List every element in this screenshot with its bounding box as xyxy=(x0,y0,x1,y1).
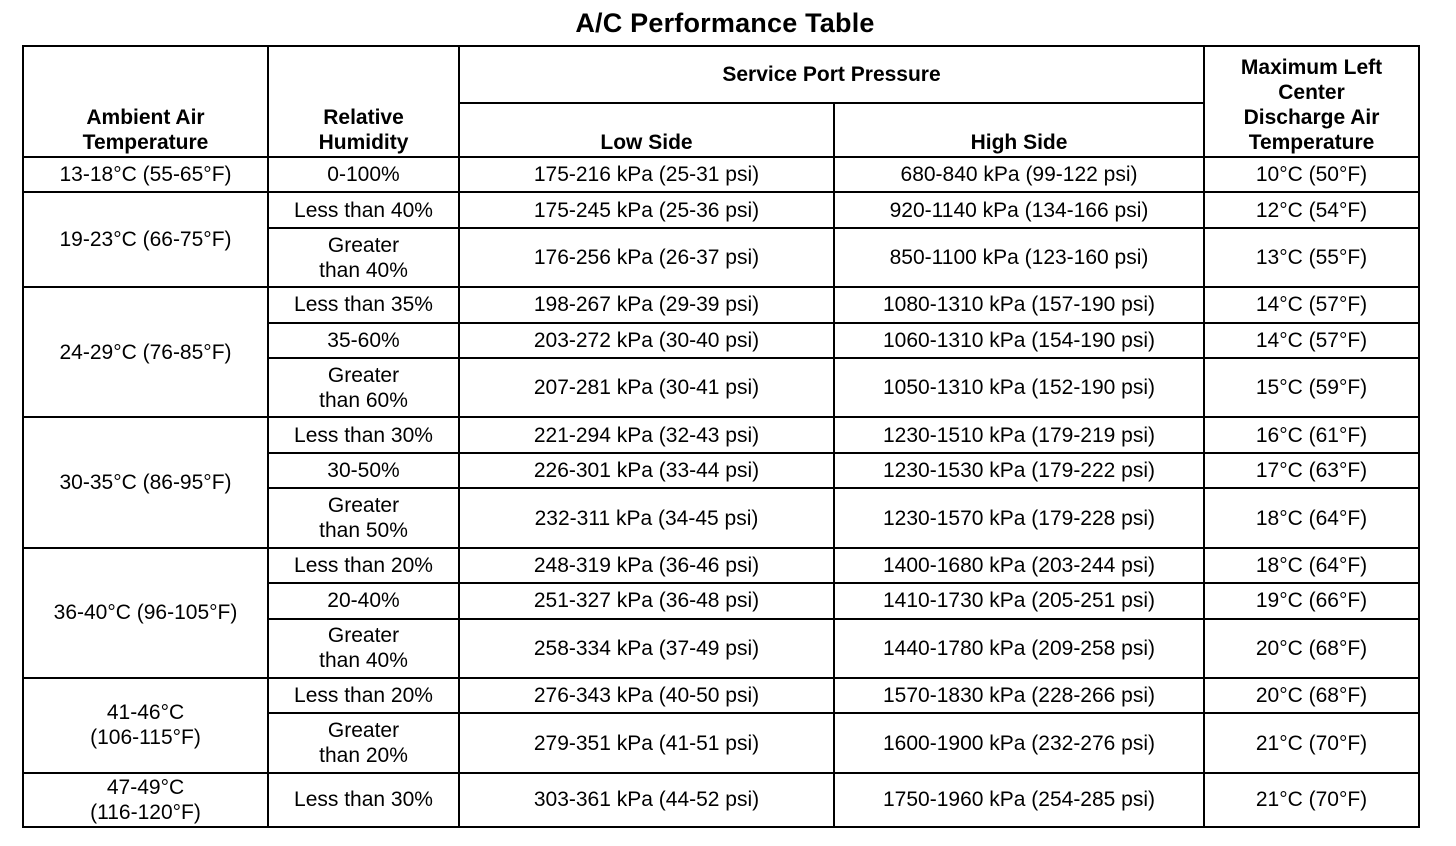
high-side-pressure-cell: 1080-1310 kPa (157-190 psi) xyxy=(834,287,1204,322)
high-side-pressure-cell: 1230-1570 kPa (179-228 psi) xyxy=(834,488,1204,547)
ambient-temperature-cell: 47-49°C (116-120°F) xyxy=(23,773,268,827)
discharge-air-temperature-cell: 16°C (61°F) xyxy=(1204,417,1419,452)
table-row xyxy=(23,417,1419,452)
header-row-top xyxy=(23,46,1419,103)
high-side-pressure-cell: 1060-1310 kPa (154-190 psi) xyxy=(834,323,1204,358)
low-side-pressure-cell: 226-301 kPa (33-44 psi) xyxy=(459,453,834,488)
header-relative-humidity: Relative Humidity xyxy=(268,46,459,157)
relative-humidity-cell: 35-60% xyxy=(268,323,459,358)
low-side-pressure-cell: 207-281 kPa (30-41 psi) xyxy=(459,358,834,417)
high-side-pressure-cell: 1440-1780 kPa (209-258 psi) xyxy=(834,619,1204,678)
discharge-air-temperature-cell: 19°C (66°F) xyxy=(1204,583,1419,618)
table-row xyxy=(23,548,1419,583)
low-side-pressure-cell: 203-272 kPa (30-40 psi) xyxy=(459,323,834,358)
discharge-air-temperature-cell: 12°C (54°F) xyxy=(1204,192,1419,227)
table-row xyxy=(23,678,1419,713)
high-side-pressure-cell: 1050-1310 kPa (152-190 psi) xyxy=(834,358,1204,417)
relative-humidity-cell: Less than 30% xyxy=(268,773,459,827)
header-service-port-pressure: Service Port Pressure xyxy=(459,46,1204,103)
discharge-air-temperature-cell: 13°C (55°F) xyxy=(1204,228,1419,287)
table-header xyxy=(23,46,1419,157)
high-side-pressure-cell: 1410-1730 kPa (205-251 psi) xyxy=(834,583,1204,618)
discharge-air-temperature-cell: 14°C (57°F) xyxy=(1204,323,1419,358)
header-low-side: Low Side xyxy=(459,103,834,157)
header-max-discharge-air-temperature: Maximum Left Center Discharge Air Temperature xyxy=(1204,46,1419,157)
relative-humidity-cell: Less than 35% xyxy=(268,287,459,322)
page-title: A/C Performance Table xyxy=(575,8,875,38)
table-row xyxy=(23,192,1419,227)
high-side-pressure-cell: 1230-1530 kPa (179-222 psi) xyxy=(834,453,1204,488)
discharge-air-temperature-cell: 10°C (50°F) xyxy=(1204,157,1419,192)
relative-humidity-cell: Less than 20% xyxy=(268,548,459,583)
ac-performance-table xyxy=(22,45,1420,828)
low-side-pressure-cell: 232-311 kPa (34-45 psi) xyxy=(459,488,834,547)
high-side-pressure-cell: 680-840 kPa (99-122 psi) xyxy=(834,157,1204,192)
low-side-pressure-cell: 276-343 kPa (40-50 psi) xyxy=(459,678,834,713)
high-side-pressure-cell: 1750-1960 kPa (254-285 psi) xyxy=(834,773,1204,827)
discharge-air-temperature-cell: 20°C (68°F) xyxy=(1204,619,1419,678)
relative-humidity-cell: Greater than 50% xyxy=(268,488,459,547)
ambient-temperature-cell: 30-35°C (86-95°F) xyxy=(23,417,268,547)
low-side-pressure-cell: 279-351 kPa (41-51 psi) xyxy=(459,713,834,772)
low-side-pressure-cell: 303-361 kPa (44-52 psi) xyxy=(459,773,834,827)
relative-humidity-cell: Greater than 40% xyxy=(268,619,459,678)
low-side-pressure-cell: 198-267 kPa (29-39 psi) xyxy=(459,287,834,322)
relative-humidity-cell: 0-100% xyxy=(268,157,459,192)
ambient-temperature-cell: 19-23°C (66-75°F) xyxy=(23,192,268,287)
discharge-air-temperature-cell: 18°C (64°F) xyxy=(1204,488,1419,547)
header-ambient-air-temperature: Ambient Air Temperature xyxy=(23,46,268,157)
table-body xyxy=(23,157,1419,827)
discharge-air-temperature-cell: 21°C (70°F) xyxy=(1204,773,1419,827)
discharge-air-temperature-cell: 21°C (70°F) xyxy=(1204,713,1419,772)
high-side-pressure-cell: 1230-1510 kPa (179-219 psi) xyxy=(834,417,1204,452)
low-side-pressure-cell: 251-327 kPa (36-48 psi) xyxy=(459,583,834,618)
ambient-temperature-cell: 13-18°C (55-65°F) xyxy=(23,157,268,192)
high-side-pressure-cell: 1570-1830 kPa (228-266 psi) xyxy=(834,678,1204,713)
table-row xyxy=(23,287,1419,322)
high-side-pressure-cell: 1600-1900 kPa (232-276 psi) xyxy=(834,713,1204,772)
low-side-pressure-cell: 248-319 kPa (36-46 psi) xyxy=(459,548,834,583)
relative-humidity-cell: Greater than 60% xyxy=(268,358,459,417)
discharge-air-temperature-cell: 15°C (59°F) xyxy=(1204,358,1419,417)
table-row xyxy=(23,157,1419,192)
ambient-temperature-cell: 36-40°C (96-105°F) xyxy=(23,548,268,678)
header-high-side: High Side xyxy=(834,103,1204,157)
low-side-pressure-cell: 175-245 kPa (25-36 psi) xyxy=(459,192,834,227)
relative-humidity-cell: Less than 40% xyxy=(268,192,459,227)
relative-humidity-cell: Less than 20% xyxy=(268,678,459,713)
discharge-air-temperature-cell: 18°C (64°F) xyxy=(1204,548,1419,583)
high-side-pressure-cell: 850-1100 kPa (123-160 psi) xyxy=(834,228,1204,287)
high-side-pressure-cell: 1400-1680 kPa (203-244 psi) xyxy=(834,548,1204,583)
relative-humidity-cell: Greater than 20% xyxy=(268,713,459,772)
discharge-air-temperature-cell: 14°C (57°F) xyxy=(1204,287,1419,322)
discharge-air-temperature-cell: 17°C (63°F) xyxy=(1204,453,1419,488)
relative-humidity-cell: 20-40% xyxy=(268,583,459,618)
discharge-air-temperature-cell: 20°C (68°F) xyxy=(1204,678,1419,713)
low-side-pressure-cell: 258-334 kPa (37-49 psi) xyxy=(459,619,834,678)
table-row xyxy=(23,773,1419,827)
ambient-temperature-cell: 24-29°C (76-85°F) xyxy=(23,287,268,417)
high-side-pressure-cell: 920-1140 kPa (134-166 psi) xyxy=(834,192,1204,227)
low-side-pressure-cell: 176-256 kPa (26-37 psi) xyxy=(459,228,834,287)
relative-humidity-cell: Less than 30% xyxy=(268,417,459,452)
relative-humidity-cell: 30-50% xyxy=(268,453,459,488)
low-side-pressure-cell: 221-294 kPa (32-43 psi) xyxy=(459,417,834,452)
ambient-temperature-cell: 41-46°C (106-115°F) xyxy=(23,678,268,773)
relative-humidity-cell: Greater than 40% xyxy=(268,228,459,287)
low-side-pressure-cell: 175-216 kPa (25-31 psi) xyxy=(459,157,834,192)
